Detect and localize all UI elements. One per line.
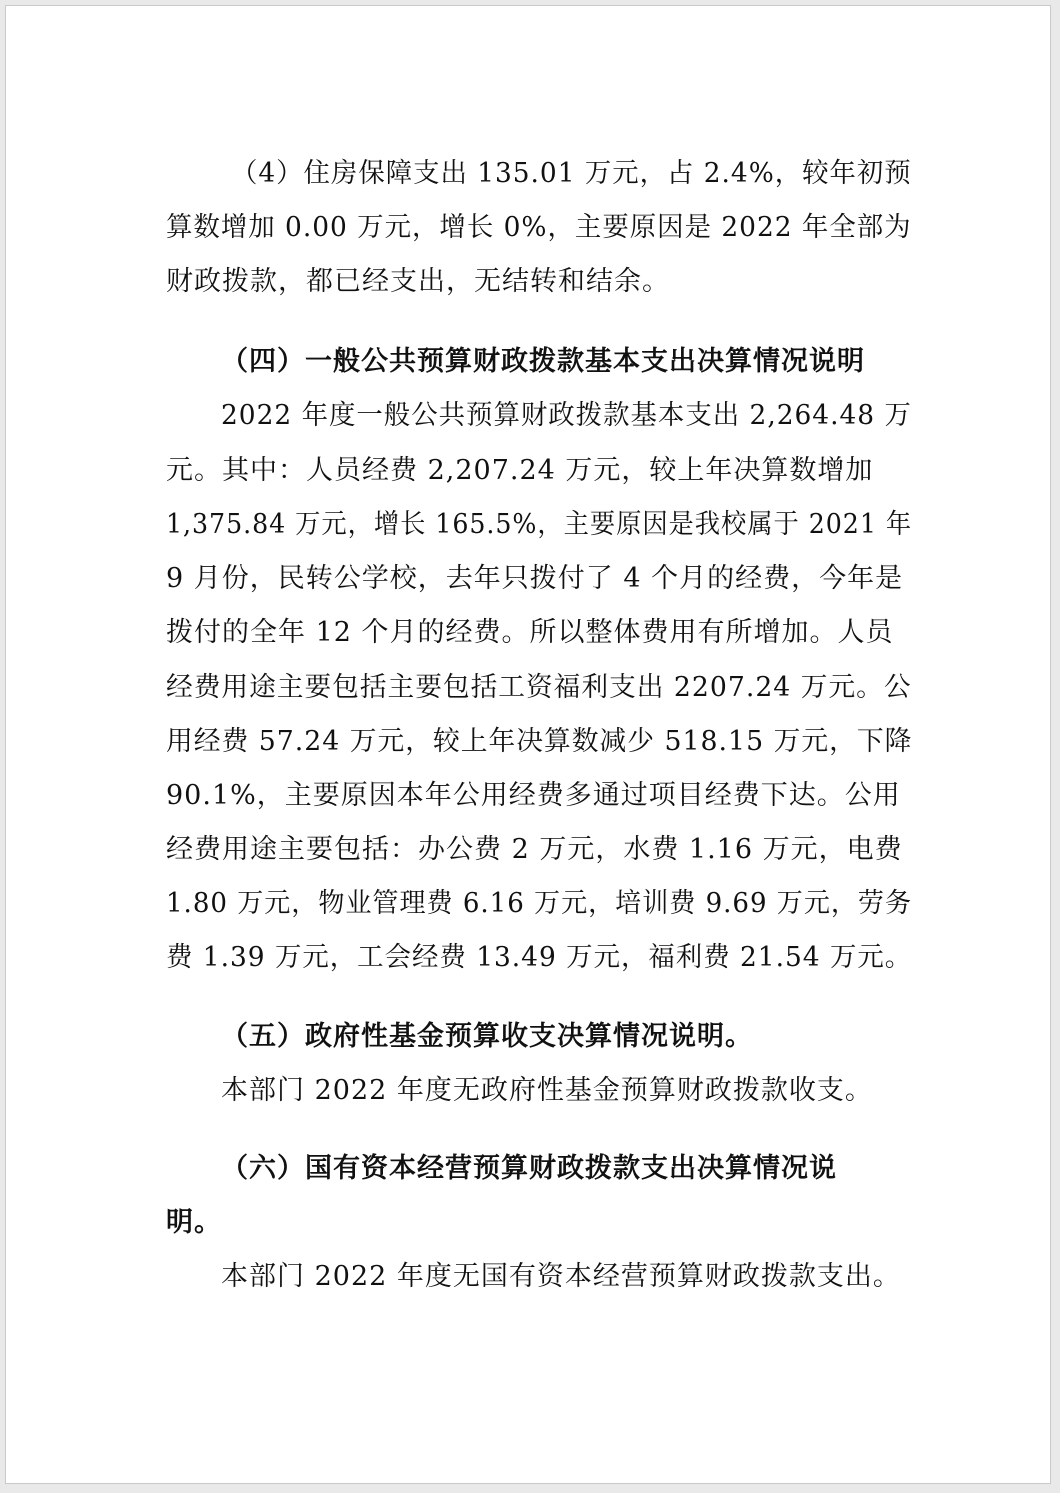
- paragraph-line: 财政拨款，都已经支出，无结转和结余。: [166, 266, 670, 297]
- paragraph-line: 经费用途主要包括主要包括工资福利支出 2207.24 万元。公: [166, 672, 912, 703]
- paragraph-line: 元。其中：人员经费 2,207.24 万元，较上年决算数增加: [166, 455, 874, 486]
- section-heading: （六）国有资本经营预算财政拨款支出决算情况说: [221, 1153, 837, 1184]
- paragraph-line: 9 月份，民转公学校，去年只拨付了 4 个月的经费，今年是: [166, 563, 904, 594]
- paragraph-line: 本部门 2022 年度无政府性基金预算财政拨款收支。: [221, 1075, 873, 1106]
- paragraph-line: 用经费 57.24 万元，较上年决算数减少 518.15 万元，下降: [166, 726, 913, 757]
- paragraph-line: 1,375.84 万元，增长 165.5%，主要原因是我校属于 2021 年: [166, 509, 913, 540]
- section-heading: （四）一般公共预算财政拨款基本支出决算情况说明: [221, 346, 865, 377]
- paragraph-line: 本部门 2022 年度无国有资本经营预算财政拨款支出。: [221, 1261, 901, 1292]
- paragraph-line: 拨付的全年 12 个月的经费。所以整体费用有所增加。人员: [166, 617, 894, 648]
- paragraph-line: 2022 年度一般公共预算财政拨款基本支出 2,264.48 万: [221, 400, 912, 431]
- section-heading: 明。: [166, 1207, 222, 1238]
- document-page: [5, 5, 1051, 1484]
- paragraph-line: 算数增加 0.00 万元，增长 0%，主要原因是 2022 年全部为: [166, 212, 912, 243]
- paragraph-line: 费 1.39 万元，工会经费 13.49 万元，福利费 21.54 万元。: [166, 942, 913, 973]
- section-heading: （五）政府性基金预算收支决算情况说明。: [221, 1021, 753, 1052]
- paragraph-line: 经费用途主要包括：办公费 2 万元，水费 1.16 万元，电费: [166, 834, 903, 865]
- paragraph-line: （4）住房保障支出 135.01 万元，占 2.4%，较年初预: [231, 158, 912, 189]
- paragraph-line: 90.1%，主要原因本年公用经费多通过项目经费下达。公用: [166, 780, 901, 811]
- paragraph-line: 1.80 万元，物业管理费 6.16 万元，培训费 9.69 万元，劳务: [166, 888, 913, 919]
